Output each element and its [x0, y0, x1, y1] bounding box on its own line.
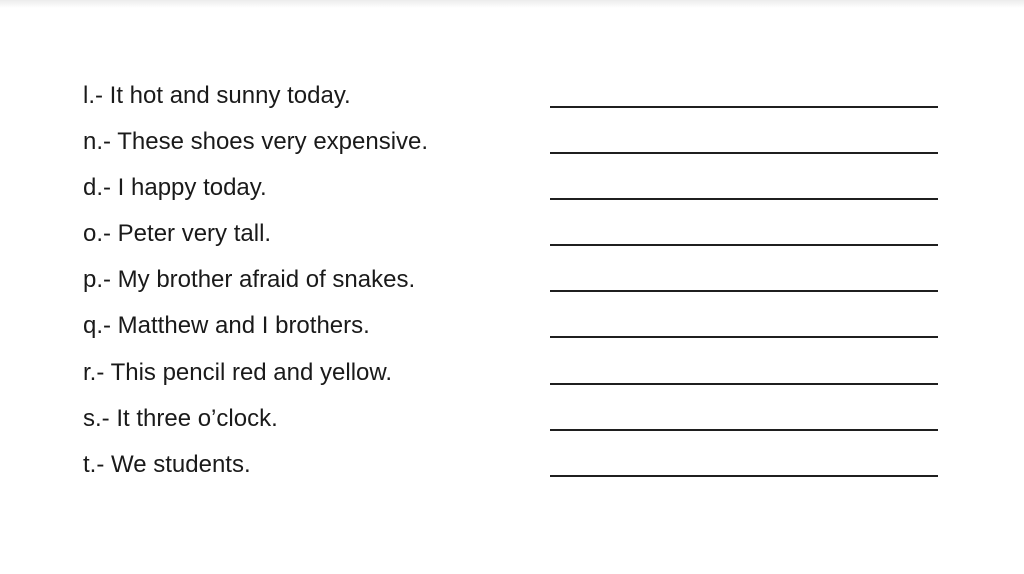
exercise-item	[83, 264, 943, 310]
sentence-text: d.- I happy today.	[83, 174, 267, 202]
answer-blank[interactable]	[550, 106, 938, 108]
exercise-item	[83, 172, 943, 218]
sentence-text: p.- My brother afraid of snakes.	[83, 266, 416, 294]
exercise-item	[83, 403, 943, 449]
exercise-item	[83, 126, 943, 172]
exercise-item	[83, 449, 943, 495]
answer-blank[interactable]	[550, 198, 938, 200]
exercise-item	[83, 80, 943, 126]
exercise-item	[83, 357, 943, 403]
exercise-item	[83, 218, 943, 264]
sentence-text: s.- It three o’clock.	[83, 404, 278, 432]
answer-blank[interactable]	[550, 290, 938, 292]
answer-blank[interactable]	[550, 336, 938, 338]
sentence-text: n.- These shoes very expensive.	[83, 128, 429, 156]
exercise-list	[83, 80, 943, 495]
answer-blank[interactable]	[550, 475, 938, 477]
sentence-text: l.- It hot and sunny today.	[83, 82, 351, 109]
sentence-text: q.- Matthew and I brothers.	[83, 312, 370, 340]
sentence-text: r.- This pencil red and yellow.	[83, 358, 393, 386]
top-shadow	[0, 0, 1024, 8]
sentence-text: t.- We students.	[83, 450, 251, 478]
answer-blank[interactable]	[550, 383, 938, 385]
sentence-text: o.- Peter very tall.	[83, 220, 272, 248]
answer-blank[interactable]	[550, 429, 938, 431]
answer-blank[interactable]	[550, 244, 938, 246]
answer-blank[interactable]	[550, 152, 938, 154]
exercise-item	[83, 310, 943, 356]
